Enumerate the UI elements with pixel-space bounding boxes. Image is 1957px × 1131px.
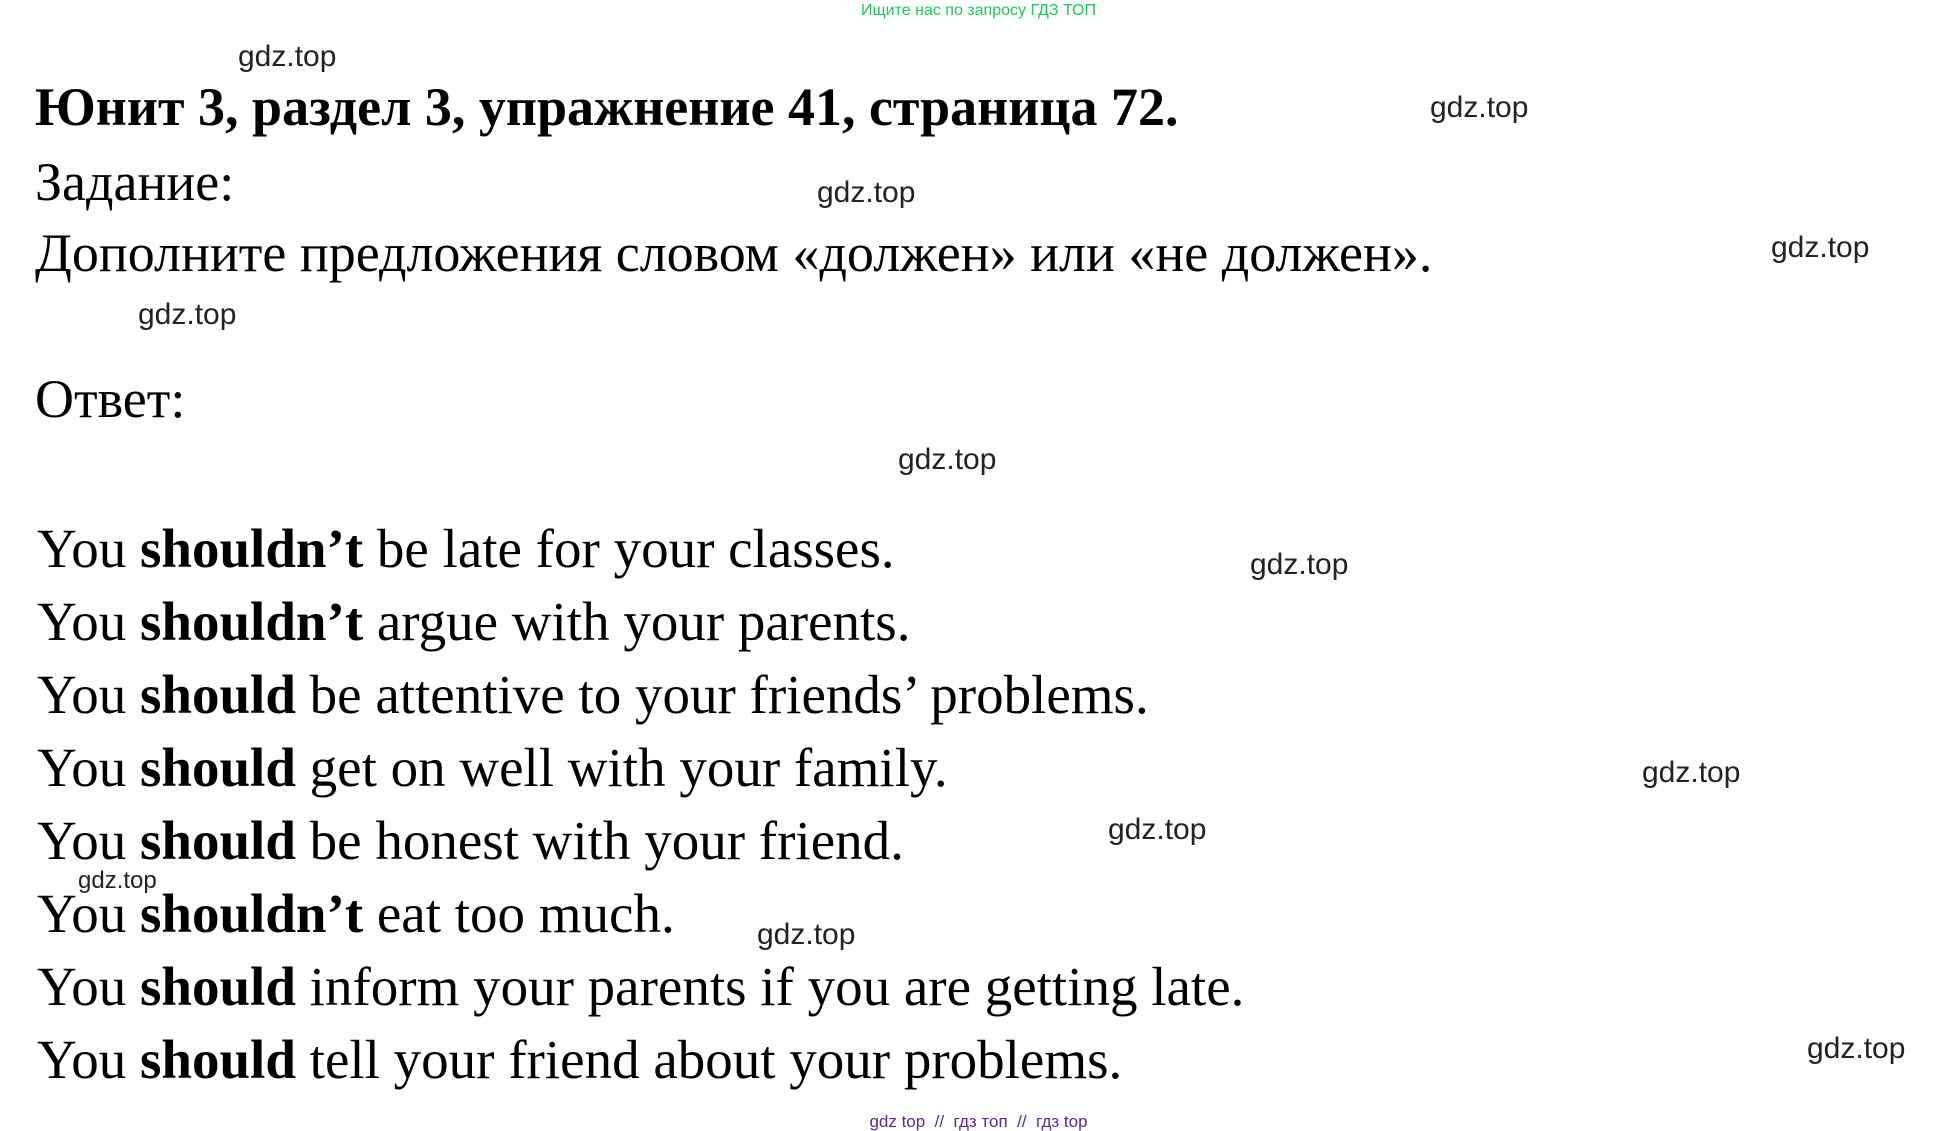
watermark: gdz.top bbox=[757, 918, 856, 951]
watermark: gdz.top bbox=[1430, 91, 1529, 124]
task-label: Задание: bbox=[35, 152, 235, 212]
watermark: gdz.top bbox=[1108, 813, 1207, 846]
answer-line bbox=[37, 658, 1244, 731]
answer-modal: should bbox=[139, 956, 296, 1017]
watermark: gdz.top bbox=[817, 176, 916, 209]
answer-modal: shouldn’t bbox=[139, 883, 364, 944]
watermark: gdz.top bbox=[238, 40, 337, 73]
answer-modal: should bbox=[139, 664, 296, 725]
watermark: gdz.top bbox=[1807, 1032, 1906, 1065]
answer-modal: should bbox=[139, 737, 296, 798]
watermark: gdz.top bbox=[78, 867, 157, 894]
answer-subject: You bbox=[37, 737, 127, 798]
answer-modal: should bbox=[139, 1029, 296, 1090]
answer-modal: shouldn’t bbox=[139, 591, 364, 652]
answer-label: Ответ: bbox=[35, 369, 186, 429]
answer-rest: inform your parents if you are getting late. bbox=[309, 956, 1245, 1017]
answer-rest: be attentive to your friends’ problems. bbox=[309, 664, 1149, 725]
footer-links[interactable]: gdz top // гдз топ // гдз top bbox=[869, 1112, 1088, 1131]
answer-rest: get on well with your family. bbox=[309, 737, 948, 798]
page-title: Юнит 3, раздел 3, упражнение 41, страница 72. bbox=[35, 77, 1179, 137]
answer-subject: You bbox=[37, 591, 127, 652]
answer-line bbox=[37, 1023, 1244, 1096]
answer-rest: tell your friend about your problems. bbox=[309, 1029, 1123, 1090]
answer-subject: You bbox=[37, 956, 127, 1017]
watermark: gdz.top bbox=[1250, 548, 1349, 581]
answer-modal: shouldn’t bbox=[139, 518, 364, 579]
answer-line bbox=[37, 877, 1244, 950]
answer-rest: be late for your classes. bbox=[376, 518, 895, 579]
answer-subject: You bbox=[37, 1029, 127, 1090]
search-banner[interactable]: Ищите нас по запросу ГДЗ ТОП bbox=[861, 2, 1096, 19]
answer-subject: You bbox=[37, 810, 127, 871]
watermark: gdz.top bbox=[898, 443, 997, 476]
answer-line bbox=[37, 585, 1244, 658]
watermark: gdz.top bbox=[1642, 756, 1741, 789]
watermark: gdz.top bbox=[1771, 231, 1870, 264]
answer-line bbox=[37, 950, 1244, 1023]
answer-subject: You bbox=[37, 883, 127, 944]
watermark: gdz.top bbox=[138, 298, 237, 331]
answer-rest: be honest with your friend. bbox=[309, 810, 904, 871]
answer-line bbox=[37, 804, 1244, 877]
answer-subject: You bbox=[37, 664, 127, 725]
answer-rest: eat too much. bbox=[376, 883, 675, 944]
answer-modal: should bbox=[139, 810, 296, 871]
task-text: Дополните предложения словом «должен» или «не должен». bbox=[35, 223, 1433, 283]
answer-list bbox=[37, 512, 1244, 1096]
answer-line bbox=[37, 512, 1244, 585]
answer-rest: argue with your parents. bbox=[376, 591, 911, 652]
answer-line bbox=[37, 731, 1244, 804]
answer-subject: You bbox=[37, 518, 127, 579]
